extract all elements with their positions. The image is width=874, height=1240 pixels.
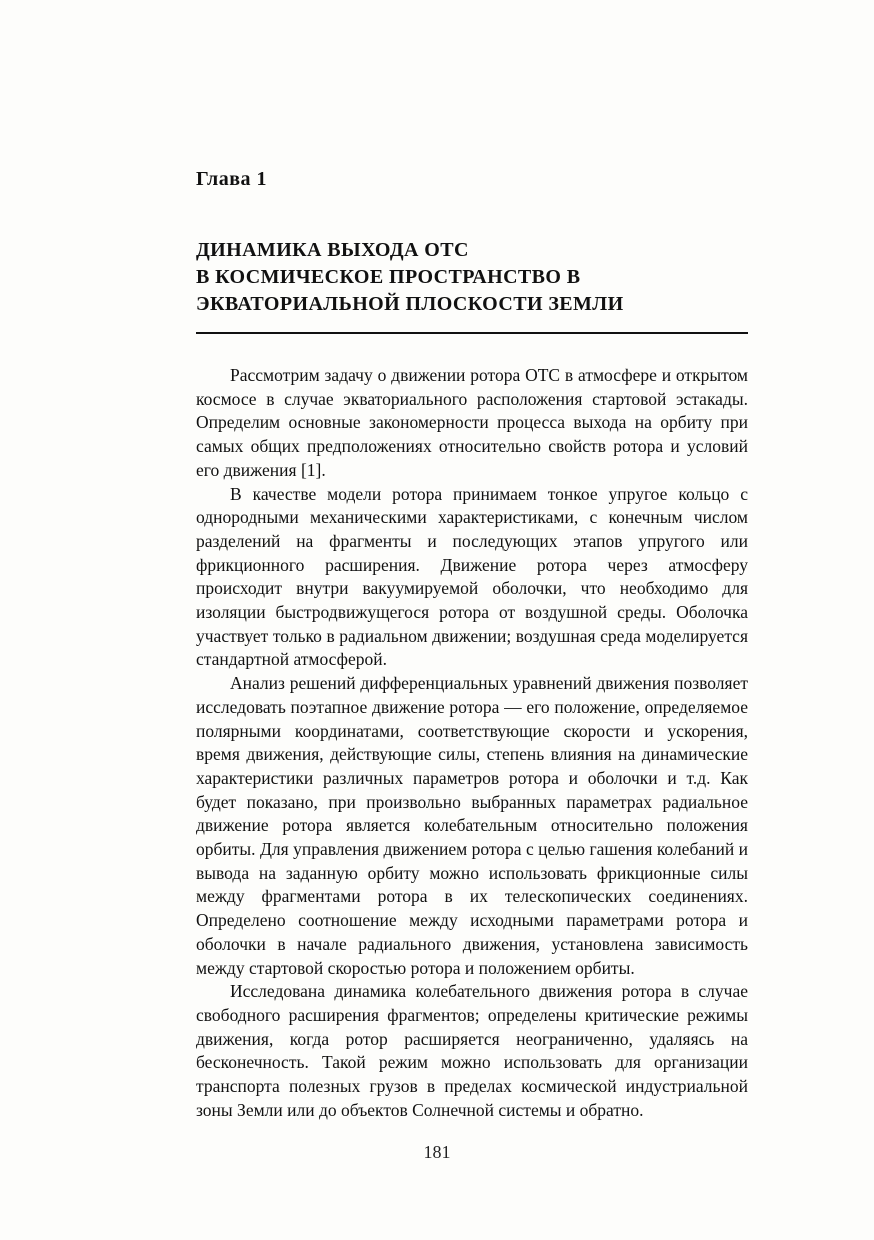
body-text	[196, 364, 748, 1123]
chapter-heading: Глава 1	[196, 168, 267, 190]
chapter-title-line-3: ЭКВАТОРИАЛЬНОЙ ПЛОСКОСТИ ЗЕМЛИ	[196, 293, 624, 315]
paragraph-4: Исследована динамика колебательного движения ротора в случае свободного расширения фрагментов; определены критические режимы движения, когда ротор расширяется неограниченно, удаляясь на бесконечность. Такой режим можно использовать для организации транспорта полезных грузов в пределах космической индустриальной зоны Земли или до объектов Солнечной системы и обратно.	[196, 981, 748, 1120]
page-number: 181	[423, 1142, 451, 1162]
text-column	[196, 168, 748, 1123]
paragraph-2: В качестве модели ротора принимаем тонкое упругое кольцо с однородными механическими характеристиками, с конечным числом разделений на фрагменты и последующих этапов упругого или фрикционного расширения. Движение ротора через атмосферу происходит внутри вакуумируемой оболочки, что необходимо для изоляции быстродвижущегося ротора от воздушной среды. Оболочка участвует только в радиальном движении; воздушная среда моделируется стандартной атмосферой.	[196, 483, 748, 670]
paragraph-1: Рассмотрим задачу о движении ротора ОТС в атмосфере и открытом космосе в случае экваториального расположения стартовой эстакады. Определим основные закономерности процесса выхода на орбиту при самых общих предположениях относительно свойств ротора и условий его движения [1].	[196, 365, 748, 480]
paragraph-3: Анализ решений дифференциальных уравнений движения позволяет исследовать поэтапное движение ротора — его положение, определяемое полярными координатами, соответствующие скорости и ускорения, время движения, действующие силы, степень влияния на динамические характеристики различных параметров ротора и оболочки и т.д. Как будет показано, при произвольно выбранных параметрах радиальное движение ротора является колебательным относительно положения орбиты. Для управления движением ротора с целью гашения колебаний и вывода на заданную орбиту можно использовать фрикционные силы между фрагментами ротора в их телескопических соединениях. Определено соотношение между исходными параметрами ротора и оболочки в начале радиального движения, установлена зависимость между стартовой скоростью ротора и положением орбиты.	[196, 673, 748, 978]
chapter-title-line-2: В КОСМИЧЕСКОЕ ПРОСТРАНСТВО В	[196, 266, 581, 288]
chapter-title-line-1: ДИНАМИКА ВЫХОДА ОТС	[196, 239, 469, 261]
chapter-title	[196, 237, 748, 334]
